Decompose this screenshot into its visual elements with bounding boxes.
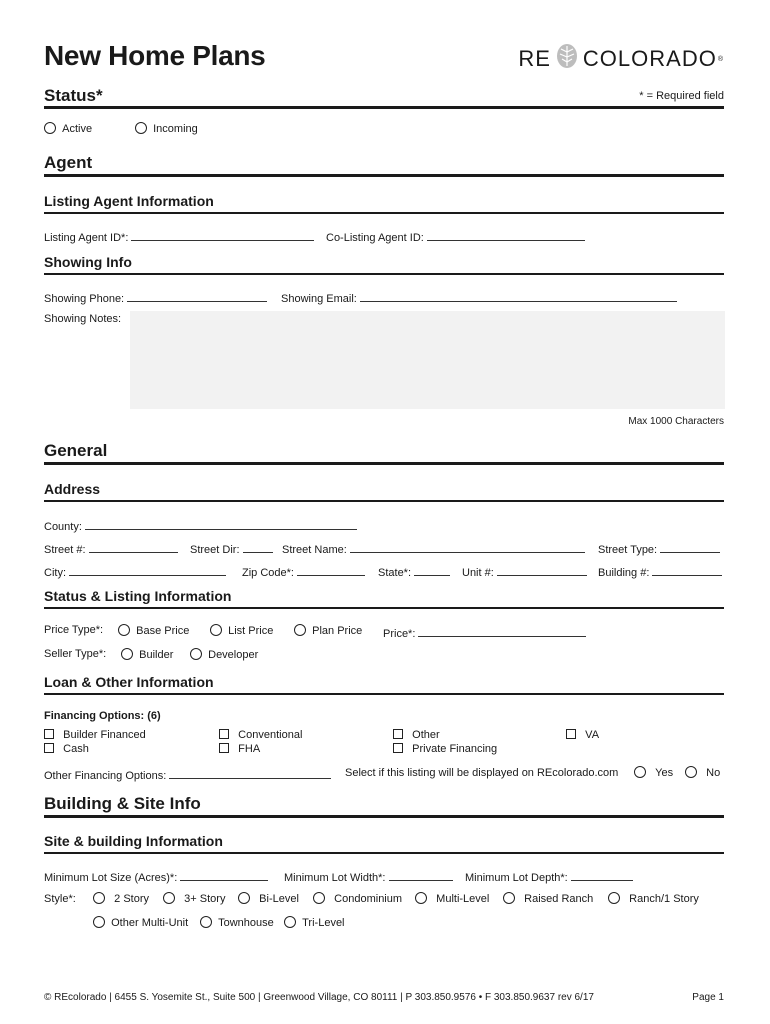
- general-heading: General: [44, 441, 108, 460]
- radio-icon[interactable]: [284, 916, 296, 928]
- min-lot-depth-input[interactable]: [571, 869, 633, 881]
- option-label: Tri-Level: [302, 917, 345, 929]
- min-lot-size-field[interactable]: [44, 869, 268, 884]
- listing-agent-heading: Listing Agent Information: [44, 193, 214, 209]
- radio-icon[interactable]: [135, 122, 147, 134]
- price-field[interactable]: [383, 625, 586, 640]
- status-option-label: Active: [62, 123, 93, 135]
- co-listing-agent-id-field[interactable]: [326, 229, 585, 244]
- required-note: * = Required field: [639, 90, 724, 102]
- radio-icon[interactable]: [93, 916, 105, 928]
- option-label: Builder: [139, 649, 174, 661]
- logo-leaf-icon: [555, 42, 579, 76]
- display-no-option[interactable]: [685, 766, 720, 779]
- field-label: Minimum Lot Size (Acres)*:: [44, 872, 178, 884]
- recolorado-logo: [518, 42, 724, 76]
- option-label: 3+ Story: [184, 893, 226, 905]
- radio-icon[interactable]: [93, 892, 105, 904]
- option-label: Multi-Level: [436, 893, 490, 905]
- option-label: Developer: [208, 649, 259, 661]
- divider: [44, 106, 724, 109]
- checkbox-icon[interactable]: [44, 743, 54, 753]
- street-name-field[interactable]: [282, 541, 585, 556]
- co-listing-agent-id-input[interactable]: [427, 229, 585, 241]
- showing-email-field[interactable]: [281, 290, 677, 305]
- radio-icon[interactable]: [634, 766, 646, 778]
- radio-icon[interactable]: [608, 892, 620, 904]
- showing-email-input[interactable]: [360, 290, 677, 302]
- checkbox-icon[interactable]: [393, 729, 403, 739]
- style-option-3-plus-story[interactable]: [163, 892, 225, 905]
- showing-notes-textarea[interactable]: [130, 311, 725, 409]
- county-field[interactable]: [44, 518, 357, 533]
- field-label: Street #:: [44, 544, 86, 556]
- seller-type-label: Seller Type*:: [44, 648, 107, 660]
- site-building-heading: Site & building Information: [44, 833, 223, 849]
- price-option-list[interactable]: [210, 624, 273, 637]
- street-dir-input[interactable]: [243, 541, 273, 553]
- loan-heading: Loan & Other Information: [44, 674, 214, 690]
- display-yes-option[interactable]: [634, 766, 673, 779]
- radio-icon[interactable]: [121, 648, 133, 660]
- status-option-incoming[interactable]: [135, 122, 198, 135]
- field-label: Co-Listing Agent ID:: [326, 232, 424, 244]
- style-label: Style*:: [44, 893, 76, 905]
- other-financing-input[interactable]: [169, 767, 331, 779]
- radio-icon[interactable]: [44, 122, 56, 134]
- option-label: Other Multi-Unit: [111, 917, 189, 929]
- radio-icon[interactable]: [294, 624, 306, 636]
- field-label: Minimum Lot Depth*:: [465, 872, 568, 884]
- field-label: Price*:: [383, 628, 416, 640]
- zip-code-input[interactable]: [297, 564, 365, 576]
- financing-cash[interactable]: [44, 743, 89, 755]
- price-input[interactable]: [418, 625, 586, 637]
- option-label: Condominium: [334, 893, 403, 905]
- divider: [44, 212, 724, 214]
- field-label: City:: [44, 567, 66, 579]
- building-number-input[interactable]: [652, 564, 722, 576]
- listing-agent-id-input[interactable]: [131, 229, 314, 241]
- option-label: Builder Financed: [63, 729, 146, 741]
- option-label: Ranch/1 Story: [629, 893, 699, 905]
- option-label: FHA: [238, 743, 261, 755]
- option-label: Townhouse: [218, 917, 274, 929]
- divider: [44, 462, 724, 465]
- option-label: Bi-Level: [259, 893, 299, 905]
- display-question: Select if this listing will be displayed on REcolorado.com: [345, 767, 619, 779]
- radio-icon[interactable]: [238, 892, 250, 904]
- min-lot-width-input[interactable]: [389, 869, 453, 881]
- showing-phone-field[interactable]: [44, 290, 267, 305]
- unit-field[interactable]: [462, 564, 587, 579]
- style-option-other-multi-unit[interactable]: [93, 916, 188, 929]
- other-financing-field[interactable]: [44, 767, 331, 782]
- logo-registered-mark: ®: [717, 55, 724, 63]
- street-type-input[interactable]: [660, 541, 720, 553]
- radio-icon[interactable]: [200, 916, 212, 928]
- price-option-plan[interactable]: [294, 624, 362, 637]
- field-label: Showing Phone:: [44, 293, 125, 305]
- style-option-raised-ranch[interactable]: [503, 892, 593, 905]
- seller-option-developer[interactable]: [190, 648, 258, 661]
- option-label: VA: [585, 729, 600, 741]
- min-lot-width-field[interactable]: [284, 869, 453, 884]
- radio-icon[interactable]: [163, 892, 175, 904]
- footer-text: © REcolorado | 6455 S. Yosemite St., Suite 500 | Greenwood Village, CO 80111 | P 303.850.9576 • F 303.850.9637 rev 6/17: [44, 992, 594, 1003]
- radio-icon[interactable]: [118, 624, 130, 636]
- page-number: Page 1: [692, 992, 724, 1003]
- min-lot-size-input[interactable]: [180, 869, 268, 881]
- showing-notes-label: Showing Notes:: [44, 313, 122, 325]
- option-label: Raised Ranch: [524, 893, 594, 905]
- address-heading: Address: [44, 481, 101, 497]
- divider: [44, 607, 724, 609]
- field-label: State*:: [378, 567, 412, 579]
- radio-icon[interactable]: [190, 648, 202, 660]
- style-option-tri-level[interactable]: [284, 916, 345, 929]
- divider: [44, 273, 724, 275]
- divider: [44, 852, 724, 854]
- checkbox-icon[interactable]: [219, 729, 229, 739]
- option-label: Plan Price: [312, 625, 363, 637]
- price-type-label: Price Type*:: [44, 624, 104, 636]
- option-label: Conventional: [238, 729, 303, 741]
- status-heading: Status*: [44, 86, 103, 105]
- financing-other[interactable]: [393, 729, 440, 741]
- style-option-multi-level[interactable]: [415, 892, 489, 905]
- field-label: Minimum Lot Width*:: [284, 872, 386, 884]
- agent-heading: Agent: [44, 153, 93, 172]
- city-input[interactable]: [69, 564, 226, 576]
- street-number-input[interactable]: [89, 541, 178, 553]
- option-label: 2 Story: [114, 893, 150, 905]
- style-option-bi-level[interactable]: [238, 892, 299, 905]
- status-option-label: Incoming: [153, 123, 198, 135]
- field-label: Listing Agent ID*:: [44, 232, 129, 244]
- financing-va[interactable]: [566, 729, 599, 741]
- status-option-active[interactable]: [44, 122, 92, 135]
- option-label: Private Financing: [412, 743, 498, 755]
- financing-fha[interactable]: [219, 743, 260, 755]
- street-dir-field[interactable]: [190, 541, 273, 556]
- seller-option-builder[interactable]: [121, 648, 173, 661]
- radio-icon[interactable]: [685, 766, 697, 778]
- style-option-townhouse[interactable]: [200, 916, 274, 929]
- price-option-base[interactable]: [118, 624, 189, 637]
- page-title: New Home Plans: [44, 40, 266, 71]
- divider: [44, 174, 724, 177]
- field-label: Showing Email:: [281, 293, 357, 305]
- state-input[interactable]: [414, 564, 450, 576]
- field-label: Street Name:: [282, 544, 347, 556]
- building-number-field[interactable]: [598, 564, 722, 579]
- state-field[interactable]: [378, 564, 450, 579]
- financing-builder-financed[interactable]: [44, 729, 146, 741]
- style-option-condominium[interactable]: [313, 892, 402, 905]
- option-label: Yes: [655, 767, 674, 779]
- option-label: Other: [412, 729, 440, 741]
- logo-text-right: COLORADO: [582, 46, 717, 71]
- max-characters-note: Max 1000 Characters: [628, 416, 724, 427]
- option-label: Cash: [63, 743, 89, 755]
- street-type-field[interactable]: [598, 541, 720, 556]
- field-label: Zip Code*:: [242, 567, 294, 579]
- unit-input[interactable]: [497, 564, 587, 576]
- divider: [44, 815, 724, 818]
- logo-text-left: RE: [518, 46, 551, 71]
- financing-private[interactable]: [393, 743, 497, 755]
- status-listing-heading: Status & Listing Information: [44, 588, 232, 604]
- county-input[interactable]: [85, 518, 357, 530]
- radio-icon[interactable]: [313, 892, 325, 904]
- checkbox-icon[interactable]: [219, 743, 229, 753]
- building-site-heading: Building & Site Info: [44, 794, 201, 813]
- street-number-field[interactable]: [44, 541, 178, 556]
- checkbox-icon[interactable]: [566, 729, 576, 739]
- field-label: Street Dir:: [190, 544, 240, 556]
- min-lot-depth-field[interactable]: [465, 869, 633, 884]
- financing-options-label: Financing Options: (6): [44, 710, 161, 722]
- radio-icon[interactable]: [210, 624, 222, 636]
- field-label: County:: [44, 521, 82, 533]
- field-label: Unit #:: [462, 567, 494, 579]
- street-name-input[interactable]: [350, 541, 585, 553]
- field-label: Building #:: [598, 567, 650, 579]
- field-label: Street Type:: [598, 544, 658, 556]
- divider: [44, 500, 724, 502]
- option-label: List Price: [228, 625, 274, 637]
- listing-agent-id-field[interactable]: [44, 229, 314, 244]
- financing-conventional[interactable]: [219, 729, 302, 741]
- style-option-ranch-1-story[interactable]: [608, 892, 699, 905]
- checkbox-icon[interactable]: [44, 729, 54, 739]
- showing-info-heading: Showing Info: [44, 254, 132, 270]
- zip-code-field[interactable]: [242, 564, 365, 579]
- city-field[interactable]: [44, 564, 226, 579]
- field-label: Other Financing Options:: [44, 770, 167, 782]
- radio-icon[interactable]: [415, 892, 427, 904]
- radio-icon[interactable]: [503, 892, 515, 904]
- style-option-2-story[interactable]: [93, 892, 149, 905]
- option-label: No: [706, 767, 721, 779]
- option-label: Base Price: [136, 625, 190, 637]
- divider: [44, 693, 724, 695]
- showing-phone-input[interactable]: [127, 290, 267, 302]
- checkbox-icon[interactable]: [393, 743, 403, 753]
